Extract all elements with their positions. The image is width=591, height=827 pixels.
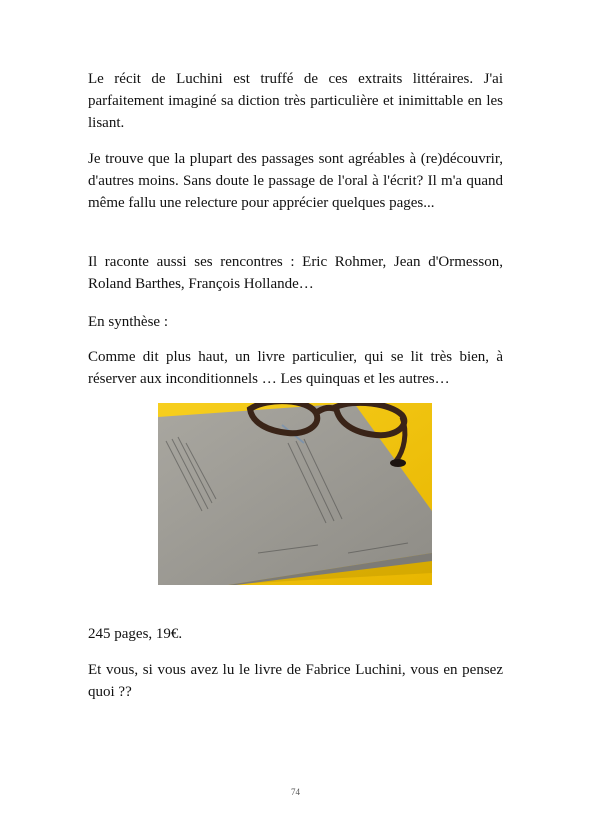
paragraph-1: Le récit de Luchini est truffé de ces extraits littéraires. J'ai parfaitement imaginé sa diction très particulière et inimittable en les lisant.: [88, 71, 503, 131]
paragraph-5: Comme dit plus haut, un livre particulier, qui se lit très bien, à réserver aux inconditionnels … Les quinquas et les autres…: [88, 349, 503, 387]
paragraph-3: Il raconte aussi ses rencontres : Eric Rohmer, Jean d'Ormesson, Roland Barthes, François Hollande…: [88, 254, 503, 292]
page-number: 74: [291, 787, 300, 797]
paragraph-price: 245 pages, 19€.: [88, 626, 183, 642]
photo-illustration: [158, 403, 432, 585]
paragraph-2: Je trouve que la plupart des passages sont agréables à (re)découvrir, d'autres moins. Sans doute le passage de l'oral à l'écrit? Il m'a quand même fallu une relecture pour apprécier quelques pages...: [88, 151, 503, 211]
book-with-glasses-photo: [158, 403, 432, 585]
paragraph-question: Et vous, si vous avez lu le livre de Fabrice Luchini, vous en pensez quoi ??: [88, 662, 503, 700]
paragraph-4: En synthèse :: [88, 314, 168, 330]
glasses-temple-tip: [390, 459, 406, 467]
